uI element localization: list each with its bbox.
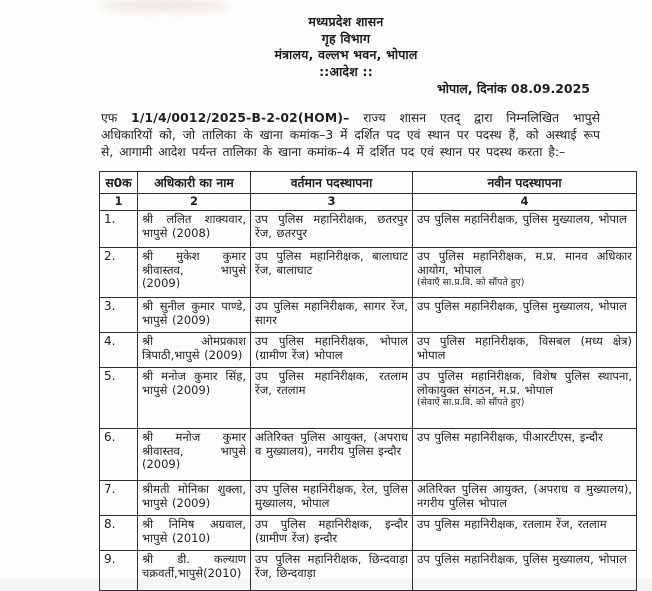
new-posting-text: उप पुलिस महानिरीक्षक, विशेष पुलिस स्थापना, लोकायुक्त संगठन, म.प्र. भोपाल <box>417 369 632 397</box>
table-row <box>100 211 637 248</box>
sno-cell: 9. <box>100 551 138 591</box>
header-current-posting: वर्तमान पदस्थापना <box>251 172 413 194</box>
column-number-row <box>100 194 637 211</box>
services-note: (सेवाएँ सा.प्र.वि. को सौंपते हुए) <box>417 277 525 288</box>
government-name: मध्यप्रदेश शासन <box>308 14 384 29</box>
colnum-4: 4 <box>413 194 637 211</box>
officer-name-cell: श्री मुकेश कुमार श्रीवास्तव, भापुसे (2009) <box>138 248 251 298</box>
place-date: भोपाल, दिनांक 08.09.2025 <box>436 81 590 96</box>
colnum-1: 1 <box>100 194 138 211</box>
ref-label: एफ <box>101 111 132 125</box>
new-posting-cell: उप पुलिस महानिरीक्षक, रतलाम रेंज, रतलाम <box>413 516 637 551</box>
new-posting-cell <box>413 368 637 429</box>
sno-cell: 3. <box>100 298 138 333</box>
order-title: ::आदेश :: <box>319 63 373 79</box>
current-posting-cell: उप पुलिस महानिरीक्षक, रेल, पुलिस मुख्यालय, भोपाल <box>251 481 413 516</box>
current-posting-cell: उप पुलिस महानिरीक्षक, सागर रेंज, सागर <box>251 298 413 333</box>
new-posting-cell: उप पुलिस महानिरीक्षक, पीआरटीएस, इन्दौर <box>413 429 637 481</box>
new-posting-cell <box>413 248 637 298</box>
sno-cell: 1. <box>100 211 138 248</box>
posting-table <box>99 171 637 591</box>
services-note: (सेवाऐं सा.प्र.वि. को सौंपते हुए) <box>417 397 525 408</box>
table-row <box>100 248 637 298</box>
sno-cell: 2. <box>100 248 138 298</box>
header-new-posting: नवीन पदस्थापना <box>413 172 637 194</box>
table-row <box>100 551 637 591</box>
table-row <box>100 368 637 429</box>
header-officer-name: अधिकारी का नाम <box>138 172 251 194</box>
sno-cell: 4. <box>100 333 138 368</box>
colnum-3: 3 <box>251 194 413 211</box>
current-posting-cell: उप पुलिस महानिरीक्षक, रतलाम रेंज, रतलाम <box>251 368 413 429</box>
sno-cell: 7. <box>100 481 138 516</box>
table-row <box>100 516 637 551</box>
colnum-2: 2 <box>138 194 251 211</box>
table-row <box>100 481 637 516</box>
new-posting-cell: उप पुलिस महानिरीक्षक, पुलिस मुख्यालय, भोपाल <box>413 298 637 333</box>
table-header-row <box>100 172 637 194</box>
officer-name-cell: श्री मनोज कुमार श्रीवास्तव, भापुसे (2009) <box>138 429 251 481</box>
officer-name-cell: श्री डी. कल्याण चक्रवर्ती,भापुसे(2010) <box>138 551 251 591</box>
letterhead <box>100 14 592 80</box>
new-posting-text: उप पुलिस महानिरीक्षक, म.प्र. मानव अधिकार आयोग, भोपाल <box>417 249 632 277</box>
officer-name-cell: श्री मनोज कुमार सिंह, भापुसे (2009) <box>138 368 251 429</box>
table-row <box>100 333 637 368</box>
current-posting-cell: उप पुलिस महानिरीक्षक, इन्दौर (ग्रामीण रेंज) इन्दौर <box>251 516 413 551</box>
table-row <box>100 298 637 333</box>
order-body-text: राज्य शासन एतद् द्वारा निम्नलिखित भापुसे अधिकारियों को, जो तालिका के खाना कमांक–3 में दर्शित पद एवं स्थान पर पदस्थ हैं, को अस्थाई रूप से, आगामी आदेश पर्यन्त तालिका के खाना कमांक–4 में दर्शित पद एवं स्थान पर पदस्थ करता है:– <box>101 111 600 159</box>
current-posting-cell: अतिरिक्त पुलिस आयुक्त, (अपराध व मुख्यालय), नगरीय पुलिस इन्दौर <box>251 429 413 481</box>
new-posting-cell: अतिरिक्त पुलिस आयुक्त, (अपराध व मुख्यालय), नगरीय पुलिस भोपाल <box>413 481 637 516</box>
header-sno: स0क <box>100 172 138 194</box>
ref-number: 1/1/4/0012/2025-B-2-02(HOM)– <box>131 111 350 125</box>
new-posting-cell: उप पुलिस महानिरीक्षक, विसबल (मध्य क्षेत्र) भोपाल <box>413 333 637 368</box>
table-row <box>100 429 637 481</box>
address-line: मंत्रालय, वल्लभ भवन, भोपाल <box>274 47 418 62</box>
officer-name-cell: श्री ओमप्रकाश त्रिपाठी,भापुसे (2009) <box>138 333 251 368</box>
current-posting-cell: उप पुलिस महानिरीक्षक, भोपाल (ग्रामीण रेंज) भोपाल <box>251 333 413 368</box>
current-posting-cell: उप पुलिस महानिरीक्षक, छतरपुर रेंज, छतरपुर <box>251 211 413 248</box>
officer-name-cell: श्री निमिष अग्रवाल, भापुसे (2010) <box>138 516 251 551</box>
new-posting-cell: उप पुलिस महानिरीक्षक, पुलिस मुख्यालय, भोपाल <box>413 211 637 248</box>
department-name: गृह विभाग <box>321 30 371 46</box>
sno-cell: 5. <box>100 368 138 429</box>
scan-smudge <box>100 0 230 12</box>
officer-name-cell: श्री ललित शाक्यवार, भापुसे (2008) <box>138 211 251 248</box>
order-paragraph <box>101 110 600 161</box>
sno-cell: 8. <box>100 516 138 551</box>
current-posting-cell: उप पुलिस महानिरीक्षक, छिन्दवाड़ा रेंज, छिन्दवाड़ा <box>251 551 413 591</box>
officer-name-cell: श्रीमती मोनिका शुक्ला, भापुसे (2009) <box>138 481 251 516</box>
current-posting-cell: उप पुलिस महानिरीक्षक, बालाघाट रेंज, बालाघाट <box>251 248 413 298</box>
officer-name-cell: श्री सुनील कुमार पाण्डे, भापुसे (2009) <box>138 298 251 333</box>
sno-cell: 6. <box>100 429 138 481</box>
new-posting-cell: उप पुलिस महानिरीक्षक, पुलिस मुख्यालय, भोपाल <box>413 551 637 591</box>
